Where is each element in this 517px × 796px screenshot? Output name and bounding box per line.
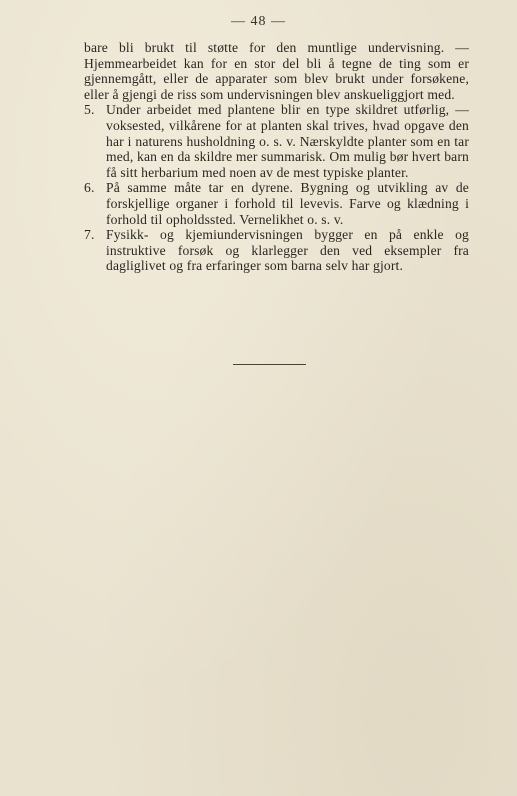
list-item-number: 6. (84, 180, 95, 196)
section-divider (233, 364, 306, 365)
continuation-paragraph: bare bli brukt til støtte for den muntlige undervisning. — Hjemmearbeidet kan for en stor del bli å tegne de ting som er gjennemgått, eller de apparater som blev brukt under forsøkene, eller å gjengi de riss som undervisningen blev anskueliggjort med. (84, 40, 469, 102)
page-number: — 48 — (231, 14, 286, 29)
list-item-number: 7. (84, 227, 95, 243)
list-item (84, 227, 469, 274)
list-item-text: Fysikk- og kjemiundervisningen bygger en på enkle og instruktive forsøk og klarlegger den ved eksempler fra dagliglivet og fra erfaringer som barna selv har gjort. (106, 227, 469, 274)
list-item (84, 180, 469, 227)
body-text (84, 40, 469, 274)
list-item-text: På samme måte tar en dyrene. Bygning og utvikling av de forskjellige organer i forhold til levevis. Farve og klædning i forhold til opholdssted. Vernelikhet o. s. v. (106, 180, 469, 227)
list-item (84, 102, 469, 180)
list-item-number: 5. (84, 102, 95, 118)
list-item-text: Under arbeidet med plantene blir en type skildret utførlig, — voksested, vilkårene for at planten skal trives, hvad opgave den har i naturens husholdning o. s. v. Nærskyldte planter som en tar med, kan en da skildre mer summarisk. Om mulig bør hvert barn få sitt herbarium med noen av de mest typiske planter. (106, 102, 469, 180)
